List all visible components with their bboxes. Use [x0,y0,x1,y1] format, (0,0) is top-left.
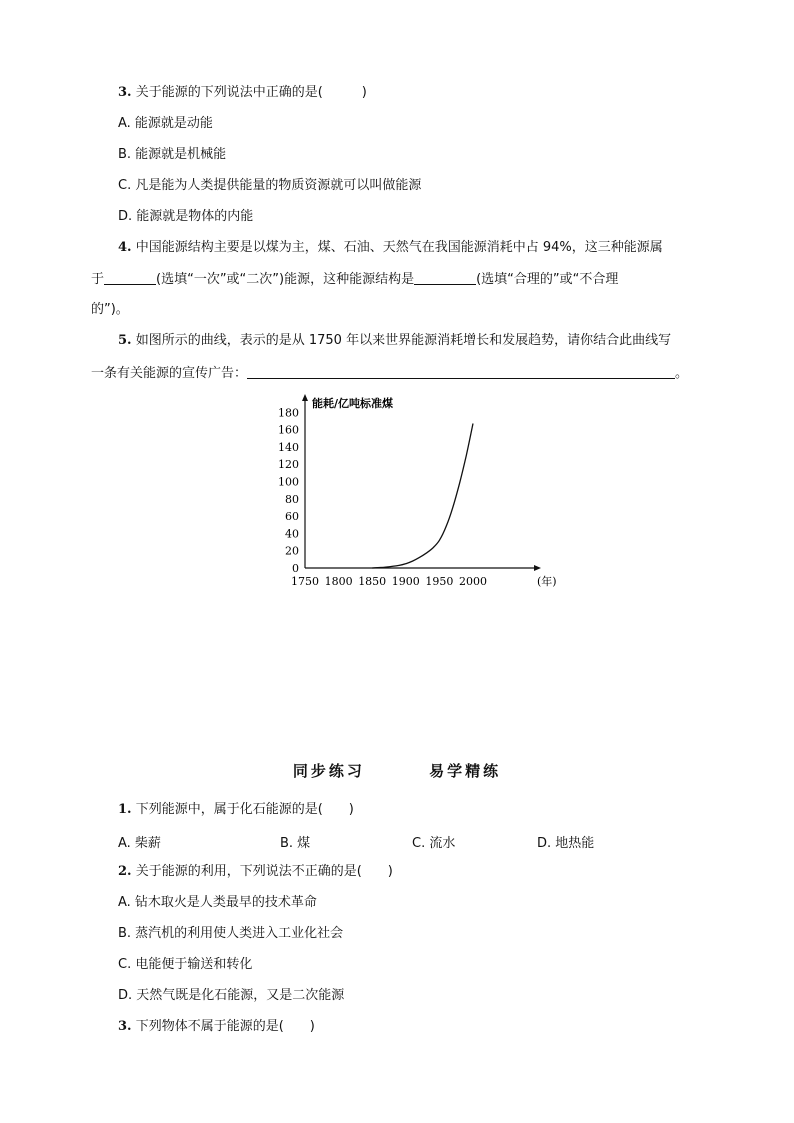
x-tick-label: 2000 [459,575,487,588]
question-4-line-2: 于 (选填“一次”或“二次”)能源，这种能源结构是 (选填“合理的”或“不合理 [91,272,619,287]
y-tick-label: 20 [285,544,299,558]
question-5-line-1: 5. 如图所示的曲线，表示的是从 1750 年以来世界能源消耗增长和发展趋势，请你结合此曲线写 [118,333,672,348]
y-tick-label: 140 [278,440,299,454]
x-tick-label: 1800 [324,575,353,588]
y-axis-arrow [302,394,308,401]
question-3-option-d: D. 能源就是物体的内能 [118,209,254,224]
y-tick-label: 80 [285,492,299,506]
practice-3-stem: 3. 下列物体不属于能源的是( ) [118,1019,315,1034]
question-3-option-b: B. 能源就是机械能 [118,147,227,162]
answer-blank-slogan[interactable] [247,364,675,379]
x-axis-label: (年) [537,575,557,588]
y-tick-label: 160 [278,423,299,437]
section-title [0,760,794,781]
question-5-line-2: 一条有关能源的宣传广告： 。 [91,366,689,381]
answer-blank-1[interactable] [104,270,156,285]
practice-2-option-b: B. 蒸汽机的利用使人类进入工业化社会 [118,926,344,941]
y-tick-label: 180 [278,406,299,420]
practice-2-option-c: C. 电能便于输送和转化 [118,957,253,972]
y-tick-label: 60 [285,510,299,524]
practice-1-option-d: D. 地热能 [537,836,595,851]
y-tick-label: 0 [292,562,299,575]
practice-2-option-d: D. 天然气既是化石能源，又是二次能源 [118,988,345,1003]
y-tick-label: 100 [278,475,299,489]
energy-consumption-chart [270,392,560,598]
series-line [372,424,473,569]
practice-1-option-b: B. 煤 [280,836,311,851]
y-tick-label: 120 [278,458,299,472]
y-axis-label: 能耗/亿吨标准煤 [312,397,394,410]
practice-1-option-a: A. 柴薪 [118,836,161,851]
x-tick-label: 1900 [391,575,420,588]
x-tick-label: 1750 [291,575,319,588]
x-axis-arrow [534,565,541,571]
question-4-line-3: 的”)。 [91,302,129,317]
section-title-left: 同步练习 [292,762,365,780]
y-tick-label: 40 [285,527,299,541]
question-3-stem: 3. 关于能源的下列说法中正确的是( ) [118,85,367,100]
question-4-line-1: 4. 中国能源结构主要是以煤为主，煤、石油、天然气在我国能源消耗中占 94%，这三种能源属 [118,240,663,255]
practice-2-option-a: A. 钻木取火是人类最早的技术革命 [118,895,317,910]
question-3-option-a: A. 能源就是动能 [118,116,213,131]
practice-1-option-c: C. 流水 [412,836,456,851]
answer-blank-2[interactable] [414,270,476,285]
practice-2-stem: 2. 关于能源的利用，下列说法不正确的是( ) [118,864,393,879]
x-tick-label: 1850 [358,575,387,588]
x-tick-label: 1950 [425,575,454,588]
section-title-right: 易学精练 [429,762,502,780]
question-3-option-c: C. 凡是能为人类提供能量的物质资源就可以叫做能源 [118,178,422,193]
practice-1-stem: 1. 下列能源中，属于化石能源的是( ) [118,802,354,817]
